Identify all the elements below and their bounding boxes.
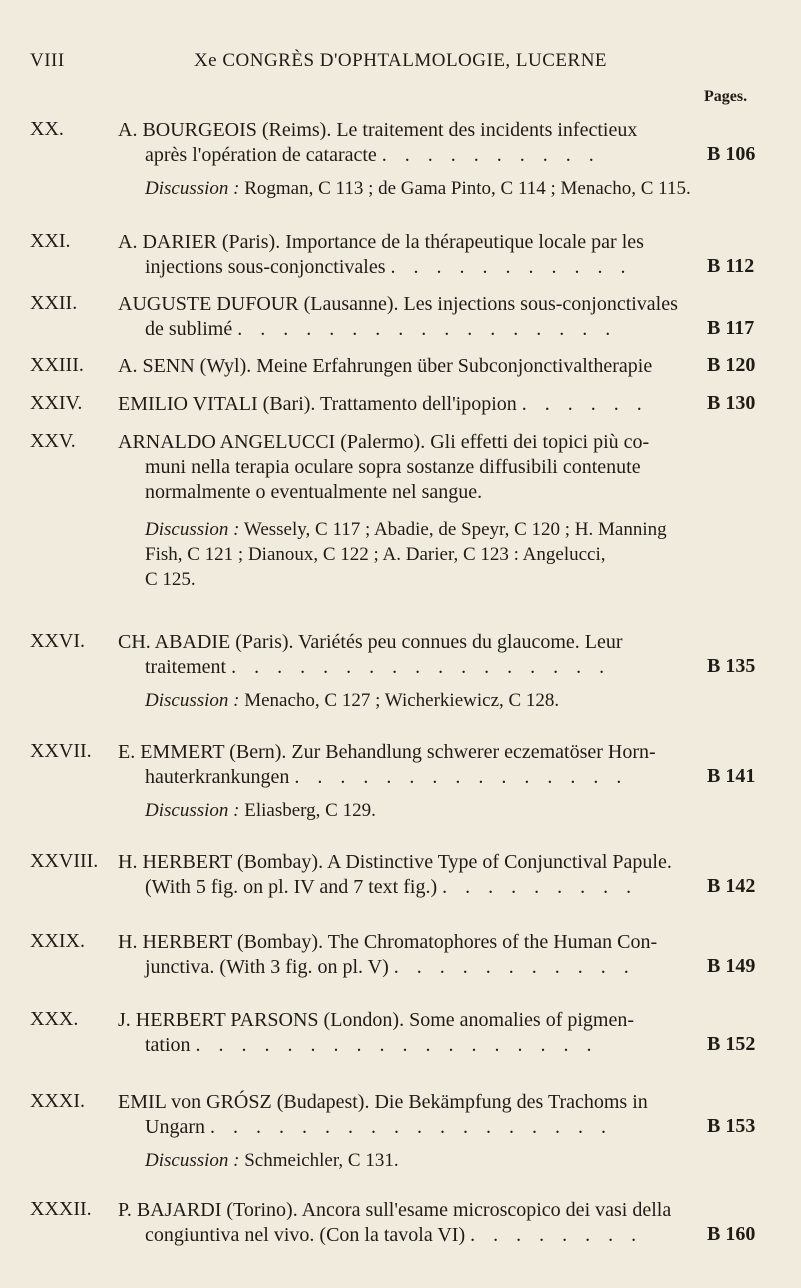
discussion-line	[118, 688, 692, 713]
dot-leader: . . . . . . . .	[470, 1224, 643, 1246]
page-reference: B 135	[707, 655, 756, 677]
discussion-label: Discussion :	[145, 178, 240, 199]
entry-line: muni nella terapia oculare sopra sostanze diffusibili contenute	[145, 456, 641, 478]
dot-leader: . . . . . . . . . . . . . . . . . .	[209, 1116, 613, 1138]
entry-number: XXXII.	[30, 1198, 92, 1220]
page-reference: B 153	[707, 1115, 756, 1137]
entry-line: A. BOURGEOIS (Reims). Le traitement des incidents infectieux	[118, 119, 638, 141]
entry-text	[118, 354, 692, 379]
running-title: Xe CONGRÈS D'OPHTALMOLOGIE, LUCERNE	[193, 50, 608, 71]
entry-number: XXI.	[30, 230, 71, 252]
pages-column-label: Pages.	[704, 88, 748, 105]
entry-line: E. EMMERT (Bern). Zur Behandlung schwerer eczematöser Horn-	[118, 741, 656, 763]
page-reference: B 149	[707, 955, 756, 977]
discussion-label: Discussion :	[145, 1150, 240, 1171]
entry-text	[118, 1008, 692, 1058]
entry-line	[118, 255, 692, 280]
entry-line-text: injections sous-conjonctivales	[145, 256, 386, 278]
entry-number: XX.	[30, 118, 64, 140]
entry-line: A. SENN (Wyl). Meine Erfahrungen über Subconjonctivaltherapie	[118, 355, 653, 377]
entry-text	[118, 1198, 692, 1248]
page-reference: B 160	[707, 1223, 756, 1245]
discussion-text: Schmeichler, C 131.	[244, 1150, 399, 1171]
entry-line: ARNALDO ANGELUCCI (Palermo). Gli effetti dei topici più co-	[118, 431, 650, 453]
discussion-text: Wessely, C 117 ; Abadie, de Speyr, C 120 ; H. Manning	[243, 519, 667, 540]
discussion-line	[118, 176, 692, 201]
entry-line-text: de sublimé	[145, 318, 233, 340]
entry-line: H. HERBERT (Bombay). A Distinctive Type of Conjunctival Papule.	[118, 851, 672, 873]
entry-line-text: congiuntiva nel vivo. (Con la tavola VI)	[145, 1224, 466, 1246]
entry-line: EMIL von GRÓSZ (Budapest). Die Bekämpfung des Trachoms in	[118, 1091, 648, 1113]
discussion-label: Discussion :	[145, 800, 240, 821]
dot-leader: . . . . . . . . . . . . . . .	[294, 766, 628, 788]
discussion-line	[118, 1148, 692, 1173]
entry-line-text: EMILIO VITALI (Bari). Trattamento dell'ipopion	[118, 393, 517, 415]
discussion-text: Menacho, C 127 ; Wicherkiewicz, C 128.	[244, 690, 560, 711]
entry-line	[118, 317, 692, 342]
entry-line-text: junctiva. (With 3 fig. on pl. V)	[145, 956, 389, 978]
dot-leader: . . . . . . . . . . . . . . . . .	[231, 656, 611, 678]
discussion-text: Eliasberg, C 129.	[244, 800, 376, 821]
entry-line: J. HERBERT PARSONS (London). Some anomalies of pigmen-	[118, 1009, 635, 1031]
entry-text	[118, 230, 692, 280]
discussion-line	[118, 517, 692, 542]
discussion-line: C 125.	[145, 569, 196, 590]
entry-text	[118, 392, 692, 417]
entry-line	[118, 655, 692, 680]
entry-line	[118, 392, 692, 417]
page-reference: B 152	[707, 1033, 756, 1055]
entry-line-text: (With 5 fig. on pl. IV and 7 text fig.)	[145, 876, 438, 898]
entry-line-text: tation	[145, 1034, 191, 1056]
entry-line-text: traitement	[145, 656, 227, 678]
page-folio: VIII	[30, 50, 65, 71]
entry-line	[118, 143, 692, 168]
discussion-line: Fish, C 121 ; Dianoux, C 122 ; A. Darier, C 123 : Angelucci,	[145, 544, 606, 565]
entry-number: XXIX.	[30, 930, 85, 952]
entry-number: XXXI.	[30, 1090, 85, 1112]
entry-number: XXVI.	[30, 630, 85, 652]
entry-text	[118, 930, 692, 980]
dot-leader: . . . . . . . . . . .	[390, 256, 633, 278]
entry-line	[118, 955, 692, 980]
dot-leader: . . . . . . . . .	[442, 876, 638, 898]
dot-leader: . . . . . . . . . . .	[393, 956, 636, 978]
discussion-label: Discussion :	[145, 690, 240, 711]
entry-text	[118, 1090, 692, 1173]
page-reference: B 130	[707, 392, 756, 414]
entry-line: H. HERBERT (Bombay). The Chromatophores of the Human Con-	[118, 931, 658, 953]
page-reference: B 120	[707, 354, 756, 376]
dot-leader: . . . . . .	[521, 393, 649, 415]
entry-number: XXV.	[30, 430, 76, 452]
entry-text	[118, 118, 692, 201]
entry-number: XXII.	[30, 292, 78, 314]
entry-line	[118, 1033, 692, 1058]
entry-number: XXIV.	[30, 392, 83, 414]
dot-leader: . . . . . . . . . . . . . . . . . .	[195, 1034, 599, 1056]
entry-number: XXVIII.	[30, 850, 99, 872]
dot-leader: . . . . . . . . . .	[381, 144, 601, 166]
entry-text	[118, 740, 692, 823]
entry-line	[118, 1115, 692, 1140]
entry-text	[118, 850, 692, 900]
entry-line: A. DARIER (Paris). Importance de la thérapeutique locale par les	[118, 231, 644, 253]
entry-number: XXVII.	[30, 740, 92, 762]
entry-line: P. BAJARDI (Torino). Ancora sull'esame microscopico dei vasi della	[118, 1199, 672, 1221]
entry-line-text: hauterkrankungen	[145, 766, 290, 788]
page-reference: B 141	[707, 765, 756, 787]
entry-line	[118, 765, 692, 790]
page-reference: B 142	[707, 875, 756, 897]
entry-text	[118, 292, 692, 342]
running-head	[0, 50, 801, 80]
entry-text	[118, 430, 692, 592]
entry-line: CH. ABADIE (Paris). Variétés peu connues du glaucome. Leur	[118, 631, 623, 653]
entry-line	[118, 1223, 692, 1248]
entry-line-text: Ungarn	[145, 1116, 205, 1138]
discussion-label: Discussion :	[145, 519, 240, 540]
dot-leader: . . . . . . . . . . . . . . . . .	[237, 318, 617, 340]
entry-number: XXX.	[30, 1008, 79, 1030]
page-reference: B 112	[707, 255, 755, 277]
entry-line: AUGUSTE DUFOUR (Lausanne). Les injections sous-conjonctivales	[118, 293, 678, 315]
entry-text	[118, 630, 692, 713]
discussion-line	[118, 798, 692, 823]
entry-line	[118, 875, 692, 900]
entry-line: normalmente o eventualmente nel sangue.	[145, 481, 483, 503]
entry-number: XXIII.	[30, 354, 84, 376]
entry-line-text: après l'opération de cataracte	[145, 144, 377, 166]
discussion-text: Rogman, C 113 ; de Gama Pinto, C 114 ; Menacho, C 115.	[244, 178, 691, 199]
page-reference: B 117	[707, 317, 755, 339]
page-reference: B 106	[707, 143, 756, 165]
